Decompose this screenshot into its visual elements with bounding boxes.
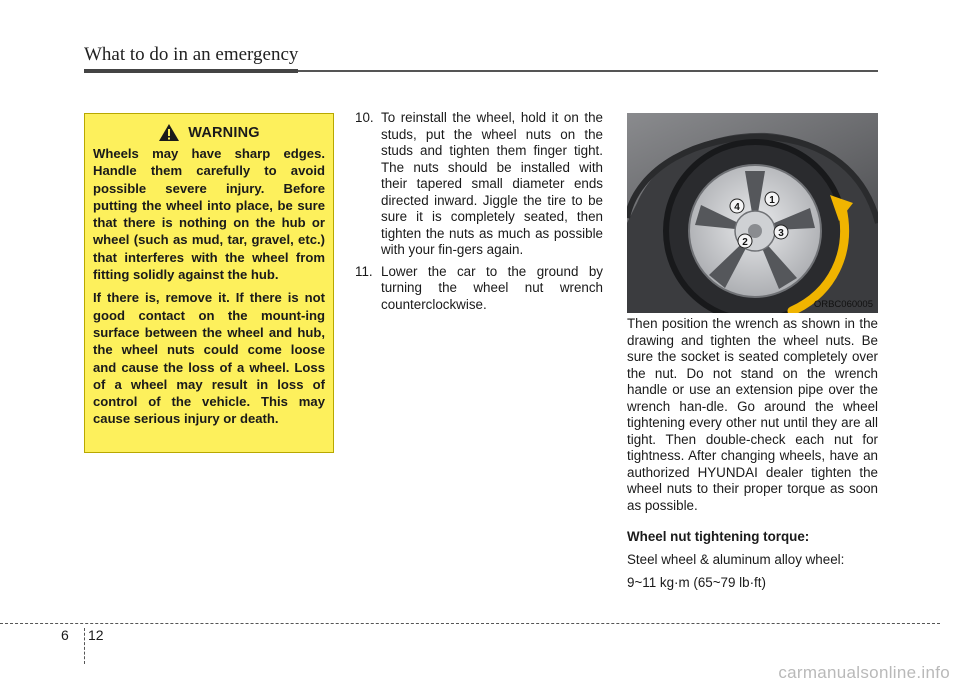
step-item <box>355 264 603 314</box>
footer-vertical-divider <box>84 628 85 664</box>
nut-label: 2 <box>742 237 748 248</box>
page-header-title: What to do in an emergency <box>84 44 299 65</box>
warning-title: WARNING <box>188 124 260 141</box>
section-number: 6 <box>61 627 69 643</box>
nut-label: 3 <box>778 228 784 239</box>
warning-triangle-icon <box>158 123 180 142</box>
wheel-illustration <box>627 113 878 313</box>
torque-spec-line: Steel wheel & aluminum alloy wheel: <box>627 551 845 567</box>
warning-heading <box>93 123 325 142</box>
torque-spec-line: 9~11 kg·m (65~79 lb·ft) <box>627 575 766 590</box>
page-number: 12 <box>88 627 104 643</box>
step-text: Lower the car to the ground by turning the wheel nut wrench counterclockwise. <box>381 263 603 312</box>
figure-caption: ORBC060005 <box>813 299 873 310</box>
header-rule-thick <box>84 69 298 73</box>
wheel-drawing <box>627 113 878 313</box>
step-number: 11. <box>355 263 373 279</box>
body-paragraph: Then position the wrench as shown in the drawing and tighten the wheel nuts. Be sure the socket is seated completely over the nut. Do not stand on the wrench handle or use an extension pipe over the wrench han-dle. Go around the wheel tightening every other nut until they are all tight. Then double-check each nut for tightness. After changing wheels, have an authorized HYUNDAI dealer tighten the wheel nuts to their proper torque as soon as possible. <box>627 316 878 513</box>
step-number: 10. <box>355 110 374 125</box>
footer-divider <box>0 623 940 624</box>
step-text: To reinstall the wheel, hold it on the studs, put the wheel nuts on the studs and tighten them finger tight. The nuts should be installed with their tapered small diameter ends directed inward. Jiggle the tire to be sure it is completely seated, then tighten the nuts as much as possible with your fin-gers again. <box>381 110 603 257</box>
warning-paragraph: Wheels may have sharp edges. Handle them carefully to avoid possible severe injury. Before putting the wheel into place, be sure that there is nothing on the hub or wheel (such as mud, tar, gravel, etc.) that interferes with the wheel from fitting solidly against the hub. <box>93 146 325 283</box>
header-rule <box>298 70 878 72</box>
torque-heading: Wheel nut tightening torque: <box>627 529 810 544</box>
right-column <box>627 316 878 599</box>
warning-box <box>84 113 334 453</box>
step-item <box>355 110 603 259</box>
watermark: carmanualsonline.info <box>778 663 950 682</box>
nut-label: 4 <box>734 202 740 213</box>
nut-label: 1 <box>769 195 775 206</box>
instruction-steps <box>355 110 603 318</box>
warning-paragraph: If there is, remove it. If there is not good contact on the mount-ing surface between the wheel and hub, the wheel nuts could come loose and cause the loss of a wheel. Loss of a wheel may result in loss of control of the vehicle. This may cause serious injury or death. <box>93 290 325 427</box>
